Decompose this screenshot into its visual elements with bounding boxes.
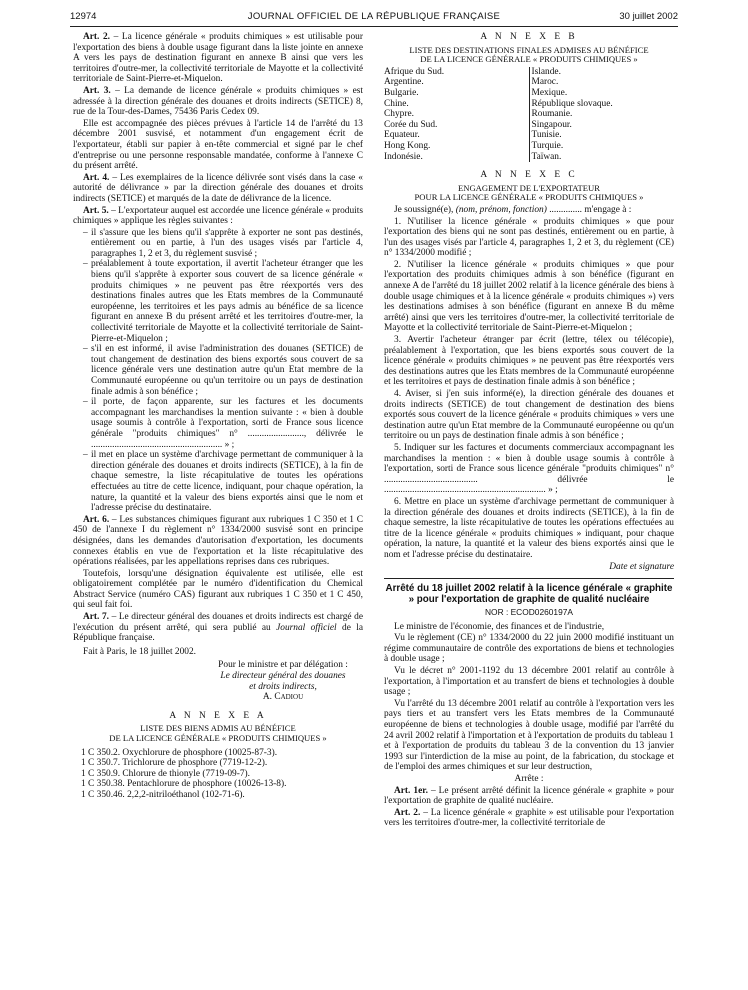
list-item: – s'il en est informé, il avise l'administration des douanes (SETICE) de tout changement de destination des biens exportés sous couvert de sa licence générale vers une destination autre qu'un Etat membre de la Communauté européenne ou qu'un territoire ou un pays de destination finale admis à son bénéfice ; xyxy=(83,344,363,397)
annex-a-subtitle: LISTE DES BIENS ADMIS AU BÉNÉFICE DE LA LICENCE GÉNÉRALE « PRODUITS CHIMIQUES » xyxy=(109,723,327,743)
table-row: Hong Kong. Turquie. xyxy=(384,140,564,151)
date-and-signature: Date et signature xyxy=(609,561,674,572)
article-4: Art. 4. – Les exemplaires de la licence délivrée sont visés dans la case « autorité de délivrance » par la direction générale des douanes et droits indirects (SETICE) et marqués de la date de délivrance de la licence. xyxy=(73,172,363,204)
commitment-item: 2. N'utiliser la licence générale « produits chimiques » que pour l'exportation des produits chimiques admis à son bénéfice (figurant en annexe A de l'arrêté du 18 juillet 2002 relatif à la licence générale des biens à double usage chimiques et à la licence générale « produits chimiques ») vers les destinations admises à son bénéfice (figurant en annexe B du même arrêté) ainsi que vers les territoires d'outre-mer, la collectivité territoriale de Mayotte et la collectivité territoriale de Saint-Pierre-et-Miquelon ; xyxy=(384,259,674,334)
decree-para: Vu le décret n° 2001-1192 du 13 décembre 2001 relatif au contrôle à l'exportation, à l'importation et au transfert de biens et technologies à double usage ; xyxy=(384,666,674,698)
nor-reference: NOR : ECOD0260197A xyxy=(485,607,573,618)
signature-block: Pour le ministre et par délégation : Le directeur général des douanes et droits indirects, A. Cadiou xyxy=(218,660,348,703)
article-3: Art. 3. – La demande de licence générale « produits chimiques » est adressée à la direction générale des douanes et droits indirects (SETICE) 8, rue de la Tour-des-Dames, 75436 Paris Cedex 09. xyxy=(73,85,363,118)
decree-article-1: Art. 1er. – Le présent arrêté définit la licence générale « graphite » pour l'exportation de graphite de qualité nucléaire. xyxy=(384,785,675,807)
article-3-para-2: Elle est accompagnée des pièces prévues à l'article 14 de l'arrêté du 13 décembre 2001 susvisé, et notamment d'un engagement écrit de l'exportateur, établi sur papier à en-tête commercial et signé par le chef d'entreprise ou une personne responsable mandatée, conforme à l'annexe C du présent arrêté. xyxy=(73,118,363,172)
annex-a-list xyxy=(73,748,363,801)
journal-title: JOURNAL OFFICIEL DE LA RÉPUBLIQUE FRANÇAISE xyxy=(247,11,501,22)
decree-para: Le ministre de l'économie, des finances et de l'industrie, xyxy=(394,621,605,632)
table-row: Indonésie. Taïwan. xyxy=(384,151,562,162)
decree-article-2: Art. 2. – La licence générale « graphite » est utilisable pour l'exportation vers les territoires d'outre-mer, la collectivité territoriale de xyxy=(384,807,674,829)
issue-date: 30 juillet 2002 xyxy=(619,11,678,22)
table-row: Corée du Sud. Singapour. xyxy=(384,119,572,130)
decree-para: Vu le règlement (CE) n° 1334/2000 du 22 juin 2000 modifié instituant un régime communautaire de contrôle des exportations de biens et technologies à double usage ; xyxy=(384,633,674,665)
commitment-item: 3. Avertir l'acheteur étranger par écrit (lettre, télex ou télécopie), préalablement à l'exportation, que les biens exportés sous couvert de la licence générale « produits chimiques » ne peuvent pas être réexportés vers des destinations autres que les Etats membres de la Communauté européenne et les territoires et pays de destination finale admis à son bénéfice ; xyxy=(384,335,674,388)
table-row: Argentine. Maroc. xyxy=(384,77,559,88)
list-item: 1 C 350.9. Chlorure de thionyle (7719-09-7). xyxy=(81,768,250,779)
destinations-table xyxy=(384,67,674,162)
list-item: – il met en place un système d'archivage permettant de communiquer à la direction générale des douanes et droits indirects (SETICE), à la fin de chaque semestre, la liste récapitulative de toutes les opérations effectuées au titre de cette licence, indiquant, pour chaque opération, la nature, la quantité et la valeur des biens exportés ainsi que le nom et l'adresse précise du destinataire. xyxy=(83,450,363,514)
left-column xyxy=(73,32,363,801)
article-5: Art. 5. – L'exportateur auquel est accordée une licence générale « produits chimiques » applique les règles suivantes : xyxy=(73,205,363,227)
article-7: Art. 7. – Le directeur général des douanes et droits indirects est chargé de l'exécution du présent arrêté, qui sera publié au Journal officiel de la République française. xyxy=(73,612,363,644)
list-item: 1 C 350.7. Trichlorure de phosphore (7719-12-2). xyxy=(81,758,268,769)
commitment-item: 1. N'utiliser la licence générale « produits chimiques » que pour l'exportation des biens qui ne sont pas destinés, entièrement ou en partie, à l'un des usages visés par l'article 4, paragraphes 1, 2 et 3, du règlement (CE) n° 1334/2000 modifié ; xyxy=(384,216,674,259)
article-5-rules xyxy=(73,228,363,514)
table-row: Equateur. Tunisie. xyxy=(384,130,562,141)
list-item: – il s'assure que les biens qu'il s'apprête à exporter ne sont pas destinés, entièrement ou en partie, à l'un des usages visés par l'article 4, paragraphes 1, 2 et 3, du règlement susvisé ; xyxy=(83,228,363,260)
list-item: 1 C 350.38. Pentachlorure de phosphore (10026-13-8). xyxy=(81,779,287,790)
table-row: Afrique du Sud. Islande. xyxy=(384,66,561,77)
article-6-para-2: Toutefois, lorsqu'une désignation équivalente est utilisée, elle est obligatoirement complétée par le numéro d'identification du Chemical Abstract Service (numéro CAS) figurant aux rubriques 1 C 350 et 1 C 450, qui seul fait foi. xyxy=(73,568,363,611)
commitment-intro: Je soussigné(e), (nom, prénom, fonction) .............. m'engage à : xyxy=(394,204,632,215)
article-6: Art. 6. – Les substances chimiques figurant aux rubriques 1 C 350 et 1 C 450 de l'annexe I du règlement n° 1334/2000 susvisé sont en principe désignées, dans les demandes d'autorisation d'exportation, les documents connexes établis en vue de l'exportation et la liste récapitulative des opérations réalisées, par les appellations reprises dans ces rubriques. xyxy=(73,514,363,568)
annex-c-subtitle: ENGAGEMENT DE L'EXPORTATEUR POUR LA LICENCE GÉNÉRALE « PRODUITS CHIMIQUES » xyxy=(414,182,644,203)
list-item: 1 C 350.2. Oxychlorure de phosphore (10025-87-3). xyxy=(81,747,278,758)
page-header xyxy=(70,12,678,27)
done-at: Fait à Paris, le 18 juillet 2002. xyxy=(83,646,197,657)
table-row: Chine. République slovaque. xyxy=(384,98,613,109)
annex-b-subtitle: LISTE DES DESTINATIONS FINALES ADMISES AU BÉNÉFICE DE LA LICENCE GÉNÉRALE « PRODUITS CHIMIQUES » xyxy=(409,44,649,65)
list-item: 1 C 350.46. 2,2,2-nitriloéthanol (102-71-6). xyxy=(81,789,245,800)
annex-c-title: A N N E X E C xyxy=(480,170,578,181)
page-number: 12974 xyxy=(70,11,97,22)
list-item: – il porte, de façon apparente, sur les factures et les documents accompagnant les marchandises la mention suivante : « bien à double usage soumis à contrôle à l'exportation, sorti de France sous licence générale "produits chimiques" n° ........................, délivrée le ........................................................ » ; xyxy=(83,397,363,450)
right-column xyxy=(384,32,674,830)
list-item: – préalablement à toute exportation, il avertit l'acheteur étranger que les biens qu'il s'apprête à exporter sous couvert de sa licence générale « produits chimiques » ne peuvent pas être réexportés vers des destinations finales autres que les Etats membres de la Communauté européenne, les territoires et les pays admis au bénéfice de sa licence figurant en annexe B du présent arrêté et les territoires d'outre-mer, la collectivité territoriale de Mayotte et la collectivité territoriale de Saint-Pierre-et-Miquelon ; xyxy=(83,259,363,344)
table-row: Bulgarie. Mexique. xyxy=(384,87,568,98)
annex-b-title: A N N E X E B xyxy=(480,32,578,42)
commitment-item: 4. Aviser, si j'en suis informé(e), la direction générale des douanes et droits indirects (SETICE) de tout changement de destination des biens exportés sous couvert de la licence générale « produits chimiques » vers une destination autre qu'un Etat membre de la Communauté européenne ou qu'un territoire ou un pays de destination finale admis à son bénéfice ; xyxy=(384,389,674,442)
table-row: Chypre. Roumanie. xyxy=(384,109,573,120)
decree-title: Arrêté du 18 juillet 2002 relatif à la licence générale « graphite » pour l'exportation de graphite de qualité nucléaire xyxy=(385,583,673,606)
divider xyxy=(384,578,674,579)
commitment-item: 6. Mettre en place un système d'archivage permettant de communiquer à la direction générale des douanes et droits indirects (SETICE), à la fin de chaque semestre, la liste récapitulative de toutes les opérations effectuées au titre de la licence générale « produits chimiques » indiquant, pour chaque opération, la nature, la quantité et la valeur des biens exportés ainsi que le nom et l'adresse précise du destinataire. xyxy=(384,496,674,560)
decree-para: Vu l'arrêté du 13 décembre 2001 relatif au contrôle à l'exportation vers les pays tiers et au transfert vers les Etats membres de la Communauté européenne de biens et technologies à double usage, modifié par l'arrêté du 24 avril 2002 relatif à l'importation et à l'exportation de produits du tableau 1 et à l'exportation de produits du tableau 3 de la convention du 13 janvier 1993 sur l'interdiction de la mise au point, de la fabrication, du stockage et de l'emploi des armes chimiques et sur leur destruction, xyxy=(384,698,674,773)
annex-a-title: A N N E X E A xyxy=(169,710,267,721)
article-2: Art. 2. – La licence générale « produits chimiques » est utilisable pour l'exportation des biens à double usage figurant dans la liste jointe en annexe A vers les pays de destination figurant en annexe B ainsi que vers les territoires d'outre-mer, la collectivité territoriale de Mayotte et la collectivité territoriale de Saint-Pierre-et-Miquelon. xyxy=(73,32,363,85)
decree-para: Arrête : xyxy=(514,774,544,784)
commitment-item: 5. Indiquer sur les factures et documents commerciaux accompagnant les marchandises la mention : « bien à double usage soumis à contrôle à l'exportation, sorti de France sous licence générale "produits chimiques" n° ........................................ délivrée le ..................................................................... » ; xyxy=(384,442,674,496)
